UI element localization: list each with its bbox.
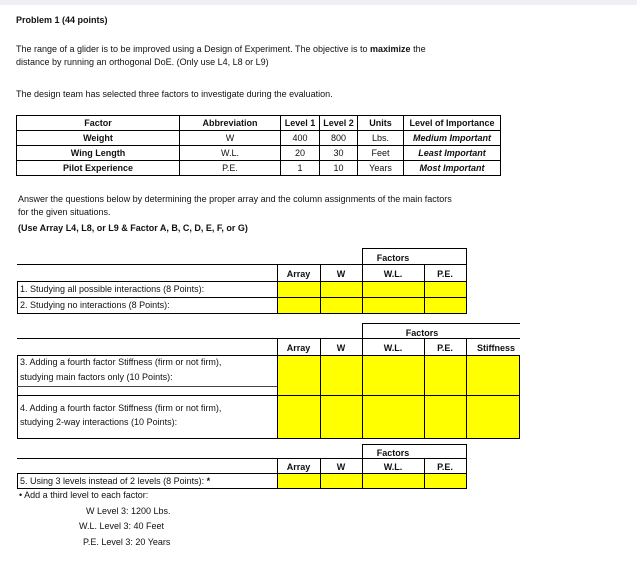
stiffness-col-header: Stiffness xyxy=(476,343,515,353)
w-col-header: W xyxy=(336,269,346,279)
level1: 20 xyxy=(281,146,320,161)
instructions-line-1: Answer the questions below by determining the proper array and the column assignments of the main factors xyxy=(18,194,452,204)
q1-pe-answer[interactable] xyxy=(424,281,467,298)
question-4-line-1: 4. Adding a fourth factor Stiffness (firm or not firm), xyxy=(20,403,222,413)
factor-name: Weight xyxy=(17,131,180,146)
level-note-wl: W.L. Level 3: 40 Feet xyxy=(79,521,165,531)
abbreviation: W.L. xyxy=(180,146,281,161)
array-col-header: Array xyxy=(286,462,311,472)
question-2: 2. Studying no interactions (8 Points): xyxy=(20,300,170,310)
level-note-w: W Level 3: 1200 Lbs. xyxy=(86,506,171,516)
pe-col-header: P.E. xyxy=(437,269,453,279)
level1: 400 xyxy=(281,131,320,146)
question-5-star: * xyxy=(206,476,211,486)
wl-col-header: W.L. xyxy=(383,269,403,279)
grid-line xyxy=(362,323,520,324)
bullet-icon: • xyxy=(19,490,23,500)
wl-col-header: W.L. xyxy=(383,462,403,472)
q5-array-answer[interactable] xyxy=(277,473,321,489)
q2-wl-answer[interactable] xyxy=(362,297,425,314)
level1-header: Level 1 xyxy=(281,116,320,131)
units-header: Units xyxy=(358,116,404,131)
w-col-header: W xyxy=(336,343,346,353)
factor-header: Factor xyxy=(17,116,180,131)
pe-col-header: P.E. xyxy=(437,343,453,353)
q3-stiffness-answer[interactable] xyxy=(466,355,520,396)
units: Feet xyxy=(358,146,404,161)
grid-line xyxy=(17,338,520,339)
factor-table xyxy=(16,115,501,176)
importance: Least Important xyxy=(404,146,501,161)
pe-col-header: P.E. xyxy=(437,462,453,472)
intro-text-b: the xyxy=(410,44,426,54)
factors-label: Factors xyxy=(376,448,410,458)
intro-maximize: maximize xyxy=(370,44,411,54)
q3-w-answer[interactable] xyxy=(320,355,363,396)
q1-w-answer[interactable] xyxy=(320,281,363,298)
q2-array-answer[interactable] xyxy=(277,297,321,314)
instructions-line-2: for the given situations. xyxy=(18,207,111,217)
table-row xyxy=(17,131,501,146)
units: Lbs. xyxy=(358,131,404,146)
level2-header: Level 2 xyxy=(320,116,358,131)
question-3-line-1: 3. Adding a fourth factor Stiffness (firm or not firm), xyxy=(20,357,222,367)
array-col-header: Array xyxy=(286,343,311,353)
table-row xyxy=(17,146,501,161)
abbreviation: P.E. xyxy=(180,161,281,176)
q2-w-answer[interactable] xyxy=(320,297,363,314)
question-4-line-2: studying 2-way interactions (10 Points): xyxy=(20,417,178,427)
importance-header: Level of Importance xyxy=(404,116,501,131)
factors-label: Factors xyxy=(376,253,410,263)
units: Years xyxy=(358,161,404,176)
question-5-text: 5. Using 3 levels instead of 2 levels (8 Points): xyxy=(20,476,205,486)
array-col-header: Array xyxy=(286,269,311,279)
level2: 30 xyxy=(320,146,358,161)
q3-array-answer[interactable] xyxy=(277,355,321,396)
q2-pe-answer[interactable] xyxy=(424,297,467,314)
grid-line xyxy=(362,444,467,445)
question-3-line-2: studying main factors only (10 Points): xyxy=(20,372,173,382)
grid-line xyxy=(362,248,467,249)
q1-array-answer[interactable] xyxy=(277,281,321,298)
problem-title: Problem 1 (44 points) xyxy=(16,15,108,25)
abbreviation-header: Abbreviation xyxy=(180,116,281,131)
abbreviation: W xyxy=(180,131,281,146)
level-note-pe: P.E. Level 3: 20 Years xyxy=(83,537,171,547)
q4-pe-answer[interactable] xyxy=(424,395,467,439)
level2: 800 xyxy=(320,131,358,146)
q5-pe-answer[interactable] xyxy=(424,473,467,489)
q4-array-answer[interactable] xyxy=(277,395,321,439)
note-line xyxy=(19,490,148,500)
team-selected-text: The design team has selected three factors to investigate during the evaluation. xyxy=(16,89,333,99)
q4-stiffness-answer[interactable] xyxy=(466,395,520,439)
instructions-line-3: (Use Array L4, L8, or L9 & Factor A, B, C, D, E, F, or G) xyxy=(18,223,248,233)
intro-line-2: distance by running an orthogonal DoE. (Only use L4, L8 or L9) xyxy=(16,57,269,67)
factor-name: Pilot Experience xyxy=(17,161,180,176)
q4-wl-answer[interactable] xyxy=(362,395,425,439)
underline xyxy=(17,386,278,387)
factor-name: Wing Length xyxy=(17,146,180,161)
q4-w-answer[interactable] xyxy=(320,395,363,439)
q3-wl-answer[interactable] xyxy=(362,355,425,396)
q5-w-answer[interactable] xyxy=(320,473,363,489)
q1-wl-answer[interactable] xyxy=(362,281,425,298)
factor-table-header-row xyxy=(17,116,501,131)
w-col-header: W xyxy=(336,462,346,472)
question-5 xyxy=(20,476,210,486)
q5-wl-answer[interactable] xyxy=(362,473,425,489)
intro-line-1 xyxy=(16,44,426,54)
note-text: Add a third level to each factor: xyxy=(24,490,149,500)
grid-line xyxy=(17,297,278,298)
grid-line xyxy=(17,264,467,265)
table-row xyxy=(17,161,501,176)
q3-pe-answer[interactable] xyxy=(424,355,467,396)
question-1: 1. Studying all possible interactions (8 Points): xyxy=(20,284,205,294)
intro-text-a: The range of a glider is to be improved using a Design of Experiment. The objective is to xyxy=(16,44,371,54)
level1: 1 xyxy=(281,161,320,176)
top-bar xyxy=(0,0,637,5)
wl-col-header: W.L. xyxy=(383,343,403,353)
grid-line xyxy=(17,458,467,459)
importance: Most Important xyxy=(404,161,501,176)
level2: 10 xyxy=(320,161,358,176)
factors-label: Factors xyxy=(405,328,439,338)
importance: Medium Important xyxy=(404,131,501,146)
